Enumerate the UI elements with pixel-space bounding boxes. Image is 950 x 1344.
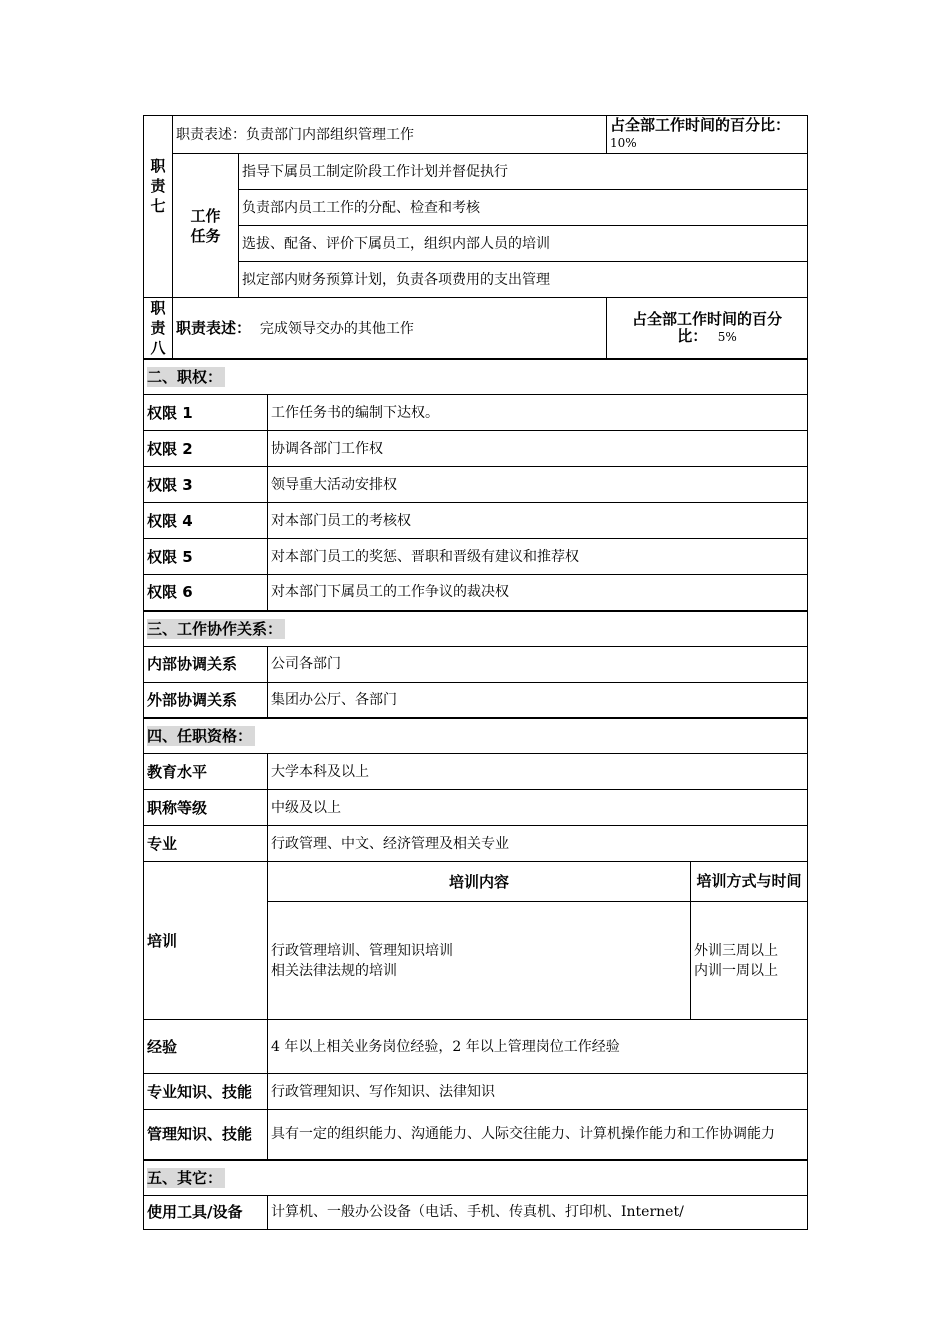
duty7-description: 职责表述：负责部门内部组织管理工作 bbox=[173, 116, 607, 154]
duty8-desc-label: 职责表述： bbox=[176, 318, 252, 337]
training-label: 培训 bbox=[144, 862, 268, 1020]
training-content bbox=[268, 902, 691, 1020]
title-level-label: 职称等级 bbox=[144, 790, 268, 826]
authority-label-5: 权限 5 bbox=[144, 539, 268, 575]
training-method-header: 培训方式与时间 bbox=[691, 862, 808, 902]
experience-value: 4 年以上相关业务岗位经验，2 年以上管理岗位工作经验 bbox=[268, 1020, 808, 1074]
job-description-table bbox=[143, 115, 808, 1230]
authority-label-3: 权限 3 bbox=[144, 467, 268, 503]
authority-value-6: 对本部门下属员工的工作争议的裁决权 bbox=[268, 575, 808, 611]
section-title-authority: 二、职权： bbox=[144, 359, 808, 395]
education-value: 大学本科及以上 bbox=[268, 754, 808, 790]
duty7-task-2: 负责部内员工工作的分配、检查和考核 bbox=[239, 190, 808, 226]
training-method-line-2: 内训一周以上 bbox=[694, 962, 779, 979]
duty7-percentage bbox=[607, 116, 808, 154]
prof-skill-label: 专业知识、技能 bbox=[144, 1074, 268, 1110]
major-value: 行政管理、中文、经济管理及相关专业 bbox=[268, 826, 808, 862]
tools-value: 计算机、一般办公设备（电话、手机、传真机、打印机、Internet/ bbox=[268, 1195, 808, 1229]
authority-value-2: 协调各部门工作权 bbox=[268, 431, 808, 467]
education-label: 教育水平 bbox=[144, 754, 268, 790]
duty7-task-3: 选拔、配备、评价下属员工，组织内部人员的培训 bbox=[239, 226, 808, 262]
training-method-line-1: 外训三周以上 bbox=[694, 942, 779, 959]
duty7-label: 职 责 七 bbox=[144, 116, 173, 298]
duty8-desc-value: 完成领导交办的其他工作 bbox=[259, 320, 414, 337]
duty8-description bbox=[173, 298, 607, 360]
tools-label: 使用工具/设备 bbox=[144, 1195, 268, 1229]
title-level-value: 中级及以上 bbox=[268, 790, 808, 826]
authority-value-5: 对本部门员工的奖惩、晋职和晋级有建议和推荐权 bbox=[268, 539, 808, 575]
job-description-document bbox=[143, 115, 807, 1230]
section-title-collaboration: 三、工作协作关系： bbox=[144, 611, 808, 647]
duty7-pct-value: 10% bbox=[610, 136, 637, 150]
mgmt-skill-value: 具有一定的组织能力、沟通能力、人际交往能力、计算机操作能力和工作协调能力 bbox=[268, 1110, 808, 1160]
duty8-pct-value: 5% bbox=[717, 329, 737, 344]
mgmt-skill-label: 管理知识、技能 bbox=[144, 1110, 268, 1160]
section-title-qualifications: 四、任职资格： bbox=[144, 718, 808, 754]
training-content-header: 培训内容 bbox=[268, 862, 691, 902]
duty8-pct-label: 占全部工作时间的百分比： bbox=[632, 309, 783, 345]
training-content-line-1: 行政管理培训、管理知识培训 bbox=[271, 942, 453, 959]
section-title-other: 五、其它： bbox=[144, 1160, 808, 1196]
authority-value-4: 对本部门员工的考核权 bbox=[268, 503, 808, 539]
external-relation-label: 外部协调关系 bbox=[144, 682, 268, 718]
internal-relation-label: 内部协调关系 bbox=[144, 646, 268, 682]
authority-value-1: 工作任务书的编制下达权。 bbox=[268, 395, 808, 431]
major-label: 专业 bbox=[144, 826, 268, 862]
duty7-task-1: 指导下属员工制定阶段工作计划并督促执行 bbox=[239, 154, 808, 190]
training-method bbox=[691, 902, 808, 1020]
prof-skill-value: 行政管理知识、写作知识、法律知识 bbox=[268, 1074, 808, 1110]
internal-relation-value: 公司各部门 bbox=[268, 646, 808, 682]
duty7-task-4: 拟定部内财务预算计划，负责各项费用的支出管理 bbox=[239, 262, 808, 298]
authority-label-4: 权限 4 bbox=[144, 503, 268, 539]
duty7-task-label: 工作 任务 bbox=[173, 154, 239, 298]
duty8-percentage bbox=[607, 298, 808, 360]
authority-label-2: 权限 2 bbox=[144, 431, 268, 467]
training-content-line-2: 相关法律法规的培训 bbox=[271, 962, 397, 979]
duty7-pct-label: 占全部工作时间的百分比： bbox=[610, 116, 791, 134]
authority-value-3: 领导重大活动安排权 bbox=[268, 467, 808, 503]
authority-label-1: 权限 1 bbox=[144, 395, 268, 431]
external-relation-value: 集团办公厅、各部门 bbox=[268, 682, 808, 718]
duty8-label: 职 责 八 bbox=[144, 298, 173, 360]
experience-label: 经验 bbox=[144, 1020, 268, 1074]
authority-label-6: 权限 6 bbox=[144, 575, 268, 611]
